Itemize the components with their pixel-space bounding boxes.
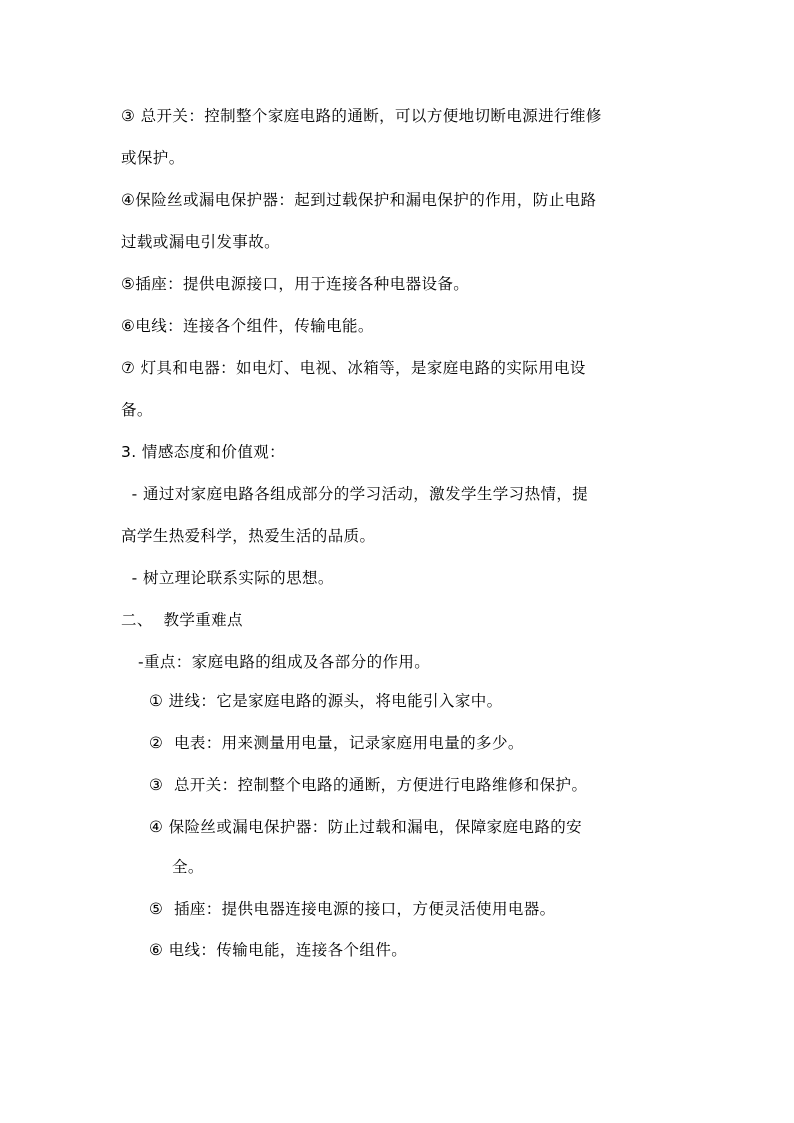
section-heading: 二、 教学重难点 xyxy=(121,611,243,629)
list-item: ③ 总开关：控制整个电路的通断，方便进行电路维修和保护。 xyxy=(149,776,588,794)
text-line: - 树立理论联系实际的思想。 xyxy=(121,569,334,587)
text-line: 过载或漏电引发事故。 xyxy=(121,233,281,251)
text-line: ⑦ 灯具和电器：如电灯、电视、冰箱等，是家庭电路的实际用电设 xyxy=(121,359,586,377)
text-line: 高学生热爱科学，热爱生活的品质。 xyxy=(121,527,376,545)
list-item: ⑤ 插座：提供电器连接电源的接口，方便灵活使用电器。 xyxy=(149,900,556,918)
text-line: 或保护。 xyxy=(121,149,185,167)
list-item: ② 电表：用来测量用电量，记录家庭用电量的多少。 xyxy=(149,734,524,752)
text-line: ⑥电线：连接各个组件，传输电能。 xyxy=(121,317,374,335)
text-line: - 通过对家庭电路各组成部分的学习活动，激发学生学习热情，提 xyxy=(121,485,589,503)
text-line: ④保险丝或漏电保护器：起到过载保护和漏电保护的作用，防止电路 xyxy=(121,191,597,209)
text-line: ⑤插座：提供电源接口，用于连接各种电器设备。 xyxy=(121,275,470,293)
list-item: ④ 保险丝或漏电保护器：防止过载和漏电，保障家庭电路的安 xyxy=(149,818,583,836)
text-line: ③ 总开关：控制整个家庭电路的通断，可以方便地切断电源进行维修 xyxy=(121,107,602,125)
list-item: ① 进线：它是家庭电路的源头，将电能引入家中。 xyxy=(149,692,503,710)
text-line: -重点：家庭电路的组成及各部分的作用。 xyxy=(138,653,431,671)
text-line: 备。 xyxy=(121,401,153,419)
list-item: ⑥ 电线：传输电能，连接各个组件。 xyxy=(149,941,408,959)
text-line: 全。 xyxy=(172,858,204,876)
section-heading: 3. 情感态度和价值观： xyxy=(121,443,286,461)
